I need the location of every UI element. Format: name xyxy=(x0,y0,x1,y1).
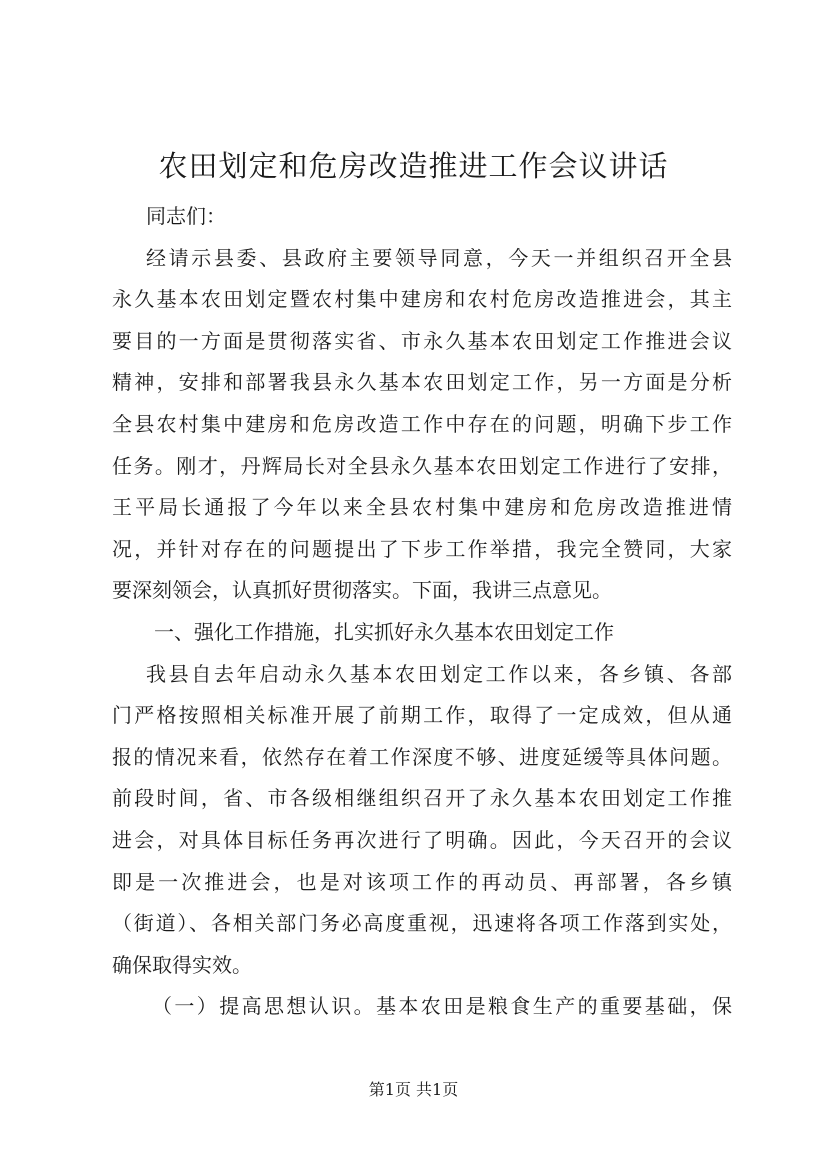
page-number-footer: 第1页 共1页 xyxy=(368,1080,459,1099)
paragraph-line: 永久基本农田划定暨农村集中建房和农村危房改造推进会，其主 xyxy=(112,287,732,312)
paragraph-line: 进会，对具体目标任务再次进行了明确。因此，今天召开的会议 xyxy=(112,827,732,852)
paragraph-line: 我县自去年启动永久基本农田划定工作以来，各乡镇、各部 xyxy=(146,661,732,686)
section-heading: 一、强化工作措施，扎实抓好永久基本农田划定工作 xyxy=(154,619,614,644)
paragraph-line: 确保取得实效。 xyxy=(112,952,252,977)
paragraph-line: 况，并针对存在的问题提出了下步工作举措，我完全赞同，大家 xyxy=(112,536,732,561)
paragraph-line: 前段时间，省、市各级相继组织召开了永久基本农田划定工作推 xyxy=(112,786,732,811)
paragraph-line: 经请示县委、县政府主要领导同意，今天一并组织召开全县 xyxy=(146,245,732,270)
document-body xyxy=(112,196,732,1028)
document-title: 农田划定和危房改造推进工作会议讲话 xyxy=(158,149,669,183)
paragraph-line: 报的情况来看，依然存在着工作深度不够、进度延缓等具体问题。 xyxy=(112,744,732,769)
paragraph-line: （街道）、各相关部门务必高度重视，迅速将各项工作落到实处， xyxy=(112,911,732,936)
paragraph-line: 门严格按照相关标准开展了前期工作，取得了一定成效，但从通 xyxy=(112,703,732,728)
paragraph-line: 任务。刚才，丹辉局长对全县永久基本农田划定工作进行了安排， xyxy=(112,453,732,478)
paragraph-line: 精神，安排和部署我县永久基本农田划定工作，另一方面是分析 xyxy=(112,370,732,395)
paragraph-line: 王平局长通报了今年以来全县农村集中建房和危房改造推进情 xyxy=(112,495,732,520)
paragraph-line: 要目的一方面是贯彻落实省、市永久基本农田划定工作推进会议 xyxy=(112,328,732,353)
salutation-line: 同志们： xyxy=(146,204,226,228)
paragraph-line: 即是一次推进会，也是对该项工作的再动员、再部署，各乡镇 xyxy=(112,869,732,894)
paragraph-line: 全县农村集中建房和危房改造工作中存在的问题，明确下步工作 xyxy=(112,411,732,436)
subsection-line: （一）提高思想认识。基本农田是粮食生产的重要基础，保 xyxy=(152,994,732,1019)
paragraph-line: 要深刻领会，认真抓好贯彻落实。下面，我讲三点意见。 xyxy=(112,578,612,603)
